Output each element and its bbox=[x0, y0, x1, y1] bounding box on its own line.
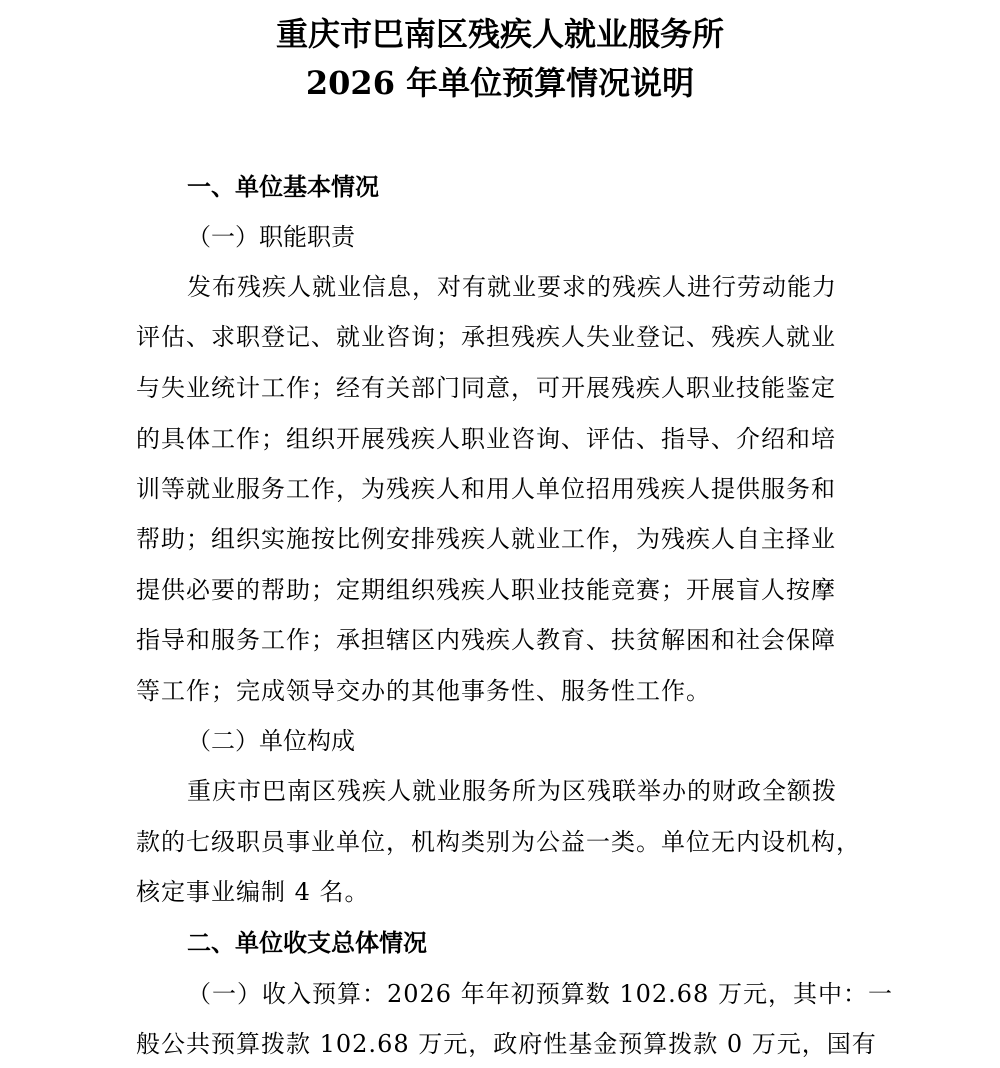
paragraph-line: 重庆市巴南区残疾人就业服务所为区残联举办的财政全额拨 bbox=[187, 777, 837, 805]
paragraph-line: 款的七级职员事业单位，机构类别为公益一类。单位无内设机构， bbox=[136, 828, 861, 856]
document-title-line-2: 2026 年单位预算情况说明 bbox=[305, 64, 695, 102]
paragraph-line: 等工作；完成领导交办的其他事务性、服务性工作。 bbox=[136, 677, 711, 705]
paragraph-line: 发布残疾人就业信息，对有就业要求的残疾人进行劳动能力 bbox=[187, 273, 837, 301]
paragraph-line: 提供必要的帮助；定期组织残疾人职业技能竞赛；开展盲人按摩 bbox=[136, 576, 836, 604]
document-title-line-1: 重庆市巴南区残疾人就业服务所 bbox=[275, 15, 724, 53]
paragraph-line: 的具体工作；组织开展残疾人职业咨询、评估、指导、介绍和培 bbox=[136, 425, 836, 453]
paragraph-line: 指导和服务工作；承担辖区内残疾人教育、扶贫解困和社会保障 bbox=[136, 626, 836, 654]
paragraph-line: 与失业统计工作；经有关部门同意，可开展残疾人职业技能鉴定 bbox=[136, 374, 836, 402]
paragraph-line: 帮助；组织实施按比例安排残疾人就业工作，为残疾人自主择业 bbox=[136, 525, 836, 553]
paragraph-line: （一）收入预算：2026 年年初预算数 102.68 万元，其中：一 bbox=[187, 980, 893, 1008]
paragraph-line: 般公共预算拨款 102.68 万元，政府性基金预算拨款 0 万元，国有 bbox=[136, 1030, 877, 1058]
section-2-heading: 二、单位收支总体情况 bbox=[187, 928, 427, 957]
section-1-heading: 一、单位基本情况 bbox=[187, 172, 379, 201]
section-1-sub-1-heading: （一）职能职责 bbox=[187, 223, 355, 251]
paragraph-line: 评估、求职登记、就业咨询；承担残疾人失业登记、残疾人就业 bbox=[136, 323, 836, 351]
paragraph-line: 训等就业服务工作，为残疾人和用人单位招用残疾人提供服务和 bbox=[136, 475, 836, 503]
paragraph-line: 核定事业编制 4 名。 bbox=[136, 878, 370, 906]
section-1-sub-2-heading: （二）单位构成 bbox=[187, 727, 355, 755]
